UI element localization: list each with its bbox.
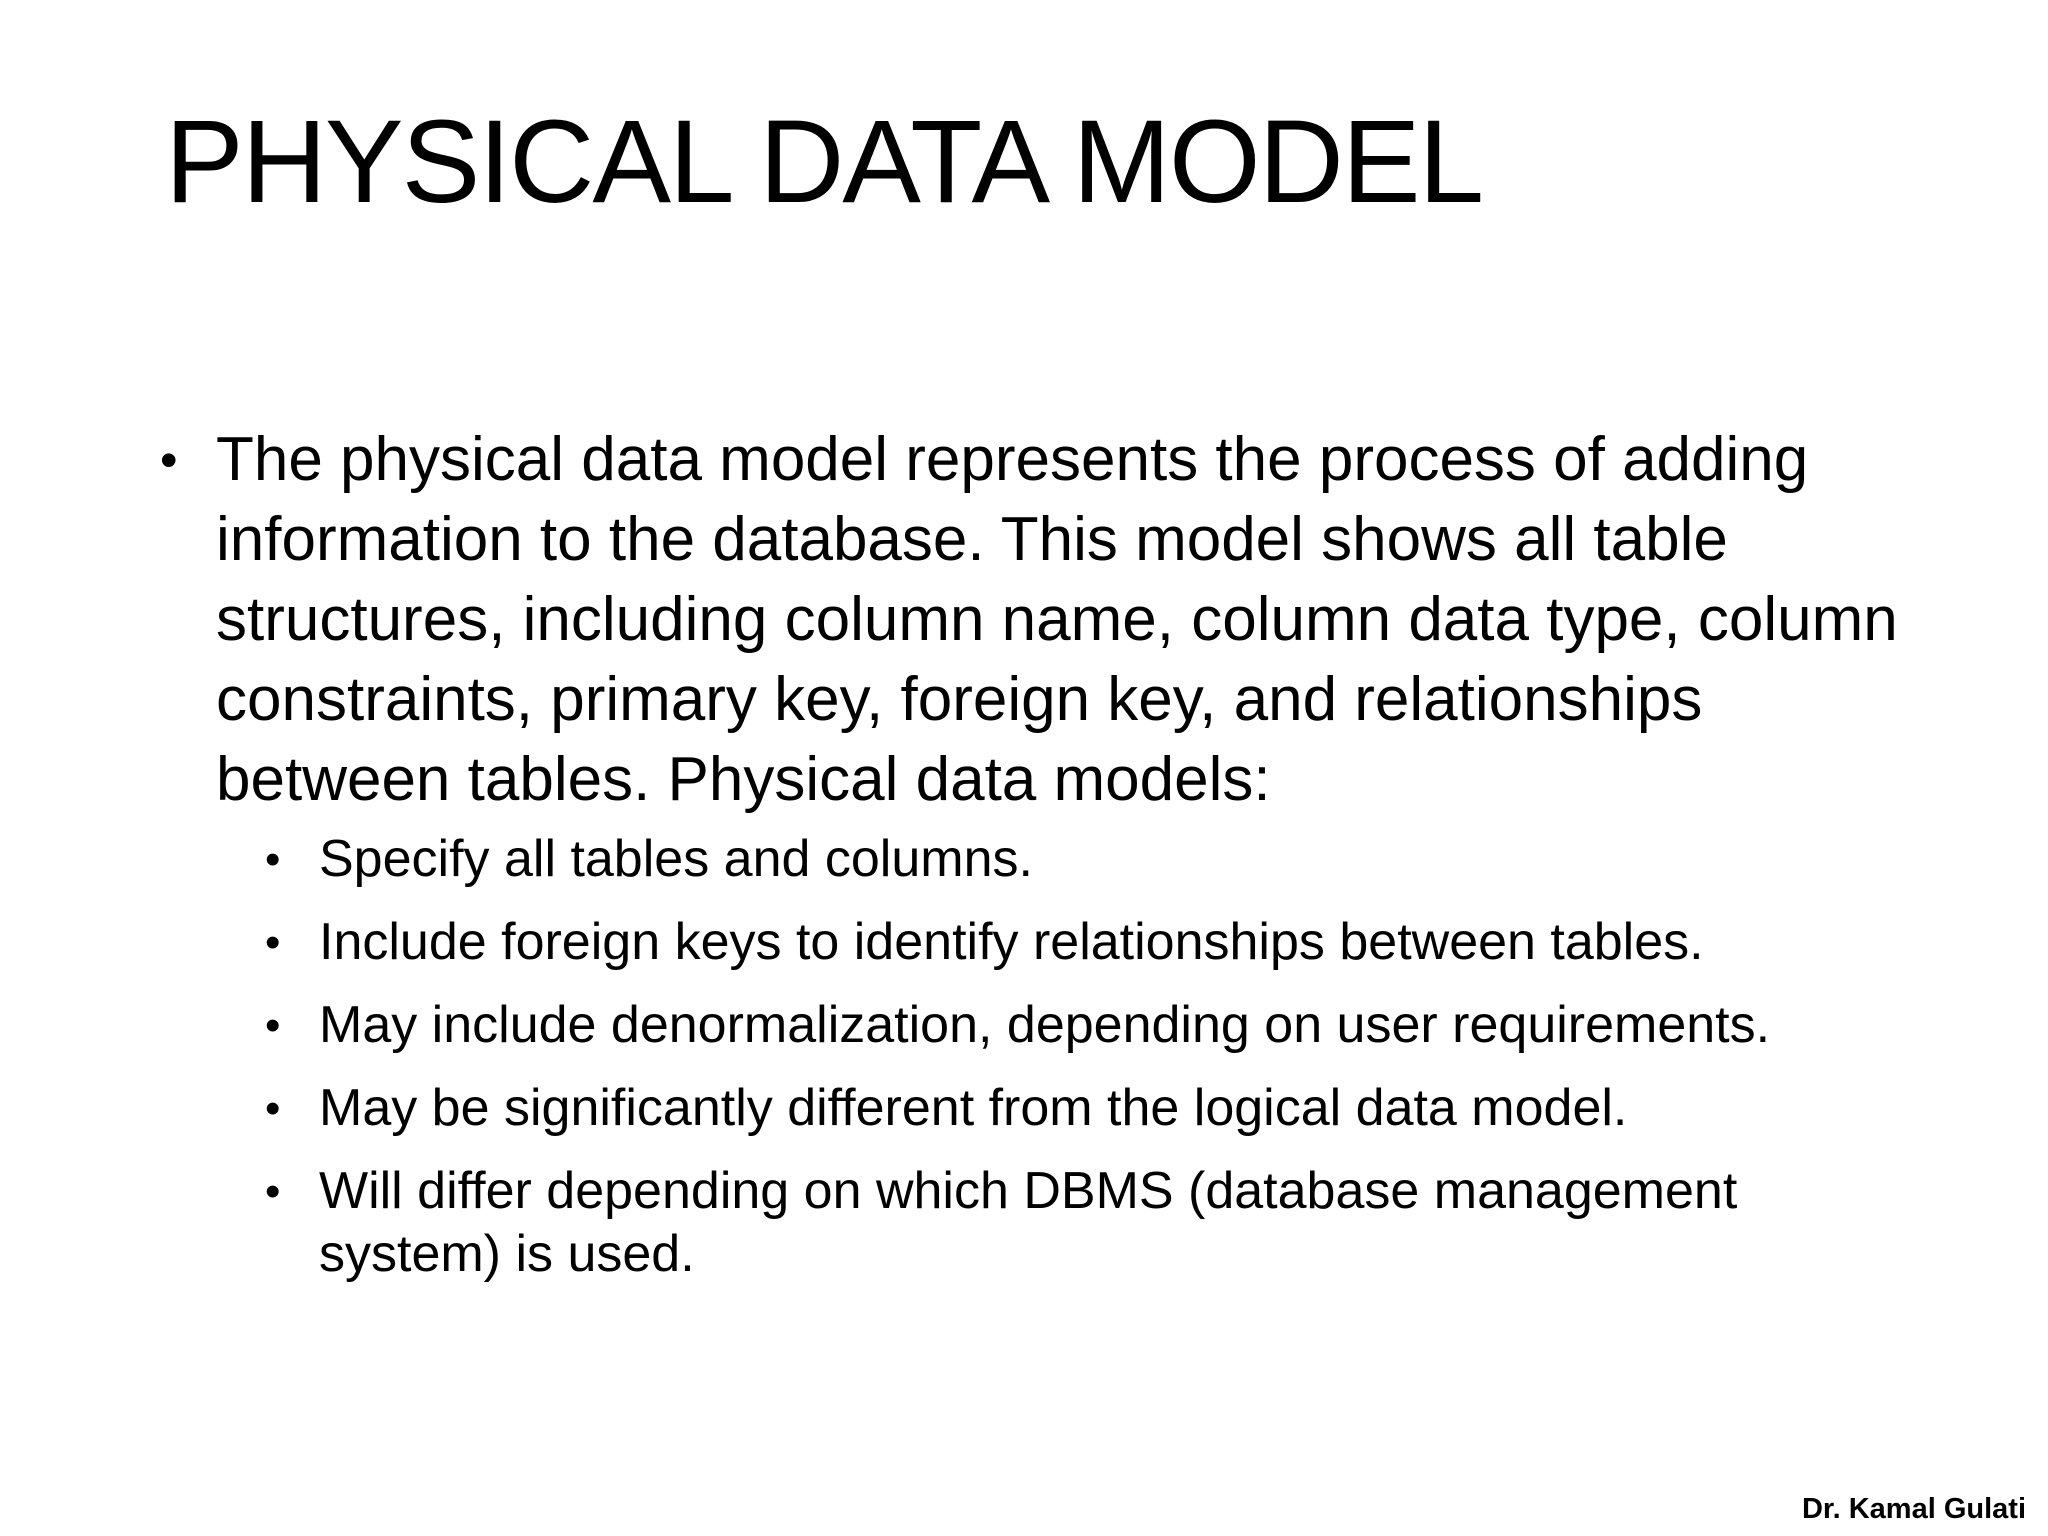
sub-bullet-item bbox=[263, 1077, 1920, 1140]
sub-bullet-text: Will differ depending on which DBMS (database management system) is used. bbox=[319, 1162, 1738, 1283]
sub-bullet-text: May be significantly different from the logical data model. bbox=[319, 1079, 1628, 1137]
sub-bullet-text: Specify all tables and columns. bbox=[319, 830, 1033, 888]
sub-bullet-item bbox=[263, 1160, 1920, 1286]
bullet-icon: • bbox=[160, 432, 178, 488]
sub-bullet-item bbox=[263, 911, 1920, 974]
bullet-icon: • bbox=[265, 1167, 281, 1216]
main-bullet-item bbox=[160, 420, 1920, 1286]
main-bullet-text: The physical data model represents the process of adding information to the database. This model shows all table structures, including column name, column data type, column constraints, primary key, foreign key, and relationships between tables. Physical data models: bbox=[216, 425, 1898, 814]
sub-bullet-item bbox=[263, 994, 1920, 1057]
sub-bullet-text: May include denormalization, depending on user requirements. bbox=[319, 996, 1771, 1054]
bullet-icon: • bbox=[265, 918, 281, 967]
slide-title: PHYSICAL DATA MODEL bbox=[165, 96, 1483, 228]
author-footer: Dr. Kamal Gulati bbox=[1801, 1493, 2026, 1525]
sub-bullet-item bbox=[263, 828, 1920, 891]
bullet-icon: • bbox=[265, 1001, 281, 1050]
bullet-icon: • bbox=[265, 1084, 281, 1133]
slide-body bbox=[160, 420, 1920, 1306]
sub-bullet-list bbox=[216, 828, 1920, 1286]
bullet-icon: • bbox=[265, 835, 281, 884]
sub-bullet-text: Include foreign keys to identify relationships between tables. bbox=[319, 913, 1704, 971]
